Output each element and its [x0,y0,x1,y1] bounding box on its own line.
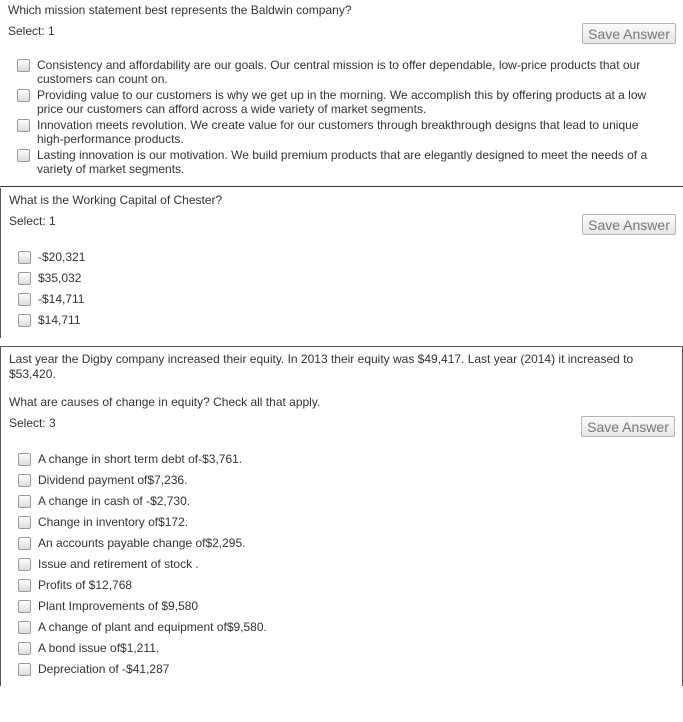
checkbox[interactable] [18,314,31,327]
checkbox[interactable] [18,453,31,466]
question-3-option[interactable] [18,620,668,634]
question-2-text: What is the Working Capital of Chester? [9,193,223,207]
option-label: Issue and retirement of stock . [38,557,199,571]
question-3-option[interactable] [18,662,668,676]
option-label: $35,032 [38,271,82,285]
option-label: Consistency and affordability are our goals. Our central mission is to offer dependable, low-price products that our customers can count on. [37,58,641,86]
question-3-option[interactable] [18,452,668,466]
option-label: Lasting innovation is our motivation. We build premium products that are elegantly designed to meet the needs of a variety of market segments. [37,148,648,176]
question-1-option[interactable] [17,118,667,146]
question-2-option[interactable] [18,271,668,285]
question-1-option[interactable] [17,58,667,86]
question-2 [0,188,683,338]
option-label: A change of plant and equipment of$9,580. [38,620,267,634]
question-3-intro: Last year the Digby company increased their equity. In 2013 their equity was $49,417. Last year (2014) it increased to $53,420. [9,352,634,381]
question-1-option[interactable] [17,148,667,176]
option-label: A bond issue of$1,211. [38,641,160,655]
question-3-option[interactable] [18,599,668,613]
option-label: Providing value to our customers is why we get up in the morning. We accomplish this by offering products at a low price our customers can afford across a wide variety of market segments. [37,88,647,116]
question-3-text: What are causes of change in equity? Check all that apply. [9,395,321,409]
question-1 [0,0,683,187]
checkbox[interactable] [18,558,31,571]
question-3-option[interactable] [18,515,668,529]
checkbox[interactable] [17,119,30,132]
question-1-option[interactable] [17,88,667,116]
option-label: -$14,711 [38,292,85,306]
checkbox[interactable] [18,600,31,613]
option-label: Plant Improvements of $9,580 [38,599,199,613]
question-3 [0,346,683,686]
checkbox[interactable] [18,293,31,306]
checkbox[interactable] [18,621,31,634]
option-label: $14,711 [38,313,81,327]
checkbox[interactable] [18,579,31,592]
checkbox[interactable] [17,149,30,162]
question-2-option[interactable] [18,292,668,306]
question-2-option[interactable] [18,313,668,327]
question-1-select-count: Select: 1 [8,24,55,38]
checkbox[interactable] [18,537,31,550]
question-3-option[interactable] [18,557,668,571]
option-label: Depreciation of -$41,287 [38,662,170,676]
checkbox[interactable] [18,642,31,655]
question-3-option[interactable] [18,494,668,508]
checkbox[interactable] [18,474,31,487]
question-3-save-button[interactable]: Save Answer [581,416,675,437]
question-3-option[interactable] [18,641,668,655]
option-label: Change in inventory of$172. [38,515,189,529]
option-label: Profits of $12,768 [38,578,133,592]
question-2-option[interactable] [18,250,668,264]
checkbox[interactable] [18,516,31,529]
option-label: A change in cash of -$2,730. [38,494,191,508]
checkbox[interactable] [17,89,30,102]
question-3-option[interactable] [18,536,668,550]
checkbox[interactable] [18,272,31,285]
question-3-option[interactable] [18,578,668,592]
option-label: Innovation meets revolution. We create value for our customers through breakthrough designs that lead to unique high-performance products. [37,118,639,146]
option-label: -$20,321 [38,250,86,264]
checkbox[interactable] [18,495,31,508]
question-3-option[interactable] [18,473,668,487]
checkbox[interactable] [17,59,30,72]
question-2-save-button[interactable]: Save Answer [582,214,676,235]
question-1-save-button[interactable]: Save Answer [582,23,676,44]
checkbox[interactable] [18,251,31,264]
question-3-select-count: Select: 3 [9,416,56,430]
option-label: An accounts payable change of$2,295. [38,536,246,550]
checkbox[interactable] [18,663,31,676]
option-label: Dividend payment of$7,236. [38,473,188,487]
question-2-select-count: Select: 1 [9,214,56,228]
option-label: A change in short term debt of-$3,761. [38,452,243,466]
question-1-text: Which mission statement best represents the Baldwin company? [8,3,352,17]
